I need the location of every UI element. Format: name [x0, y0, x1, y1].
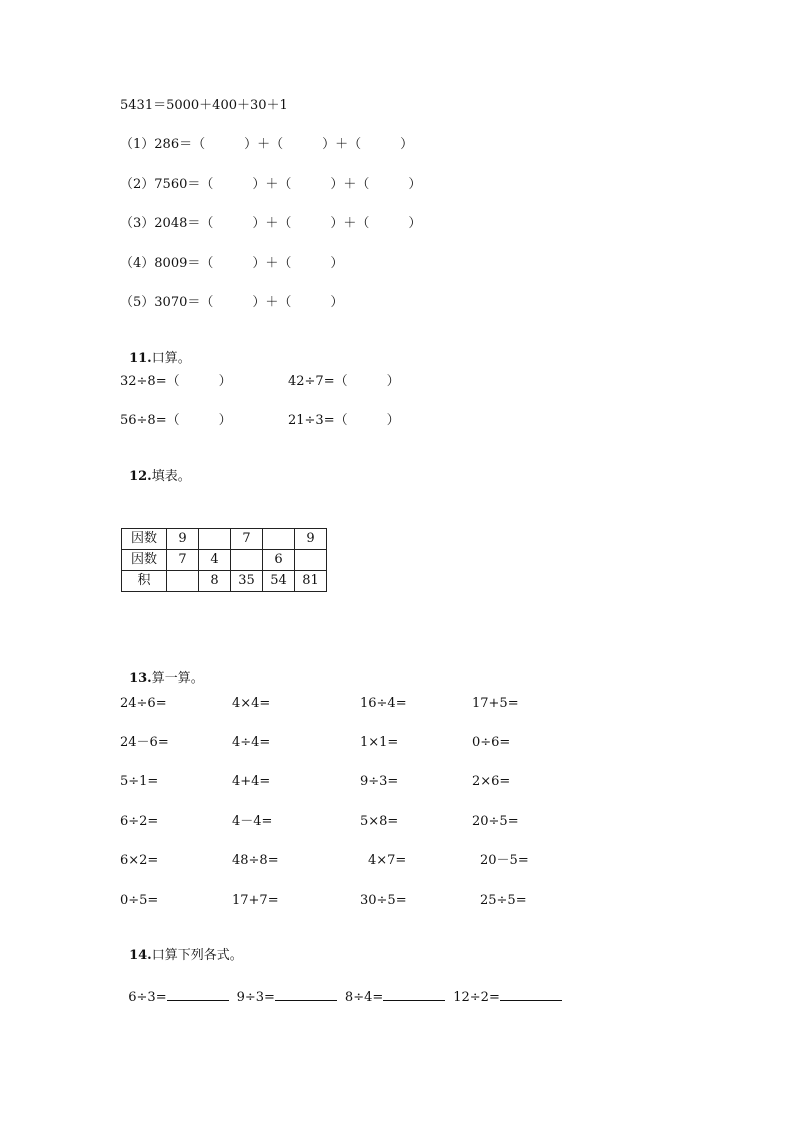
- answer-blank[interactable]: [383, 988, 445, 1001]
- q12-title: 填表。: [151, 469, 191, 484]
- table-cell[interactable]: [199, 529, 231, 550]
- decompose-item-3: （3）2048＝（ ）＋（ ）＋（ ）: [120, 216, 422, 231]
- table-row: [122, 529, 327, 550]
- table-cell: 因数: [122, 550, 167, 571]
- q13-item: 16÷4=: [360, 696, 407, 711]
- answer-blank[interactable]: [275, 988, 337, 1001]
- q13-item: 4+4=: [232, 774, 271, 789]
- q13-item: 17+7=: [232, 893, 279, 908]
- q13-item: 0÷5=: [120, 893, 159, 908]
- q13-item: 6÷2=: [120, 814, 159, 829]
- q13-item: 30÷5=: [360, 893, 407, 908]
- table-row: [122, 550, 327, 571]
- q14-item: 12÷2=: [453, 990, 500, 1005]
- q13-item: 24÷6=: [120, 696, 167, 711]
- q14-heading: [120, 932, 243, 964]
- decompose-item-4: （4）8009＝（ ）＋（ ）: [120, 256, 344, 271]
- q14-item: 8÷4=: [344, 990, 384, 1005]
- q13-item: 9÷3=: [360, 774, 399, 789]
- q13-item: 4×4=: [232, 696, 271, 711]
- q13-heading: [120, 655, 204, 687]
- q13-item: 6×2=: [120, 853, 159, 868]
- answer-blank[interactable]: [167, 988, 229, 1001]
- table-cell[interactable]: 9: [295, 529, 327, 550]
- q13-item: 1×1=: [360, 735, 399, 750]
- q13-item: 2×6=: [472, 774, 511, 789]
- factor-product-table: [121, 528, 327, 592]
- q12-number: 12.: [129, 469, 152, 484]
- q13-item: 4－4=: [232, 814, 273, 829]
- q13-item: 25÷5=: [480, 893, 527, 908]
- table-cell[interactable]: 6: [263, 550, 295, 571]
- q14-answer-line: [120, 972, 570, 1006]
- table-cell[interactable]: 4: [199, 550, 231, 571]
- decompose-item-5: （5）3070＝（ ）＋（ ）: [120, 295, 344, 310]
- table-cell: 因数: [122, 529, 167, 550]
- q13-item: 20÷5=: [472, 814, 519, 829]
- q11-item: 21÷3=（ ）: [288, 413, 400, 428]
- table-cell: 积: [122, 571, 167, 592]
- q13-item: 4÷4=: [232, 735, 271, 750]
- q11-item: 56÷8=（ ）: [120, 413, 232, 428]
- table-cell[interactable]: 81: [295, 571, 327, 592]
- table-cell[interactable]: 54: [263, 571, 295, 592]
- table-cell[interactable]: 7: [167, 550, 199, 571]
- table-cell[interactable]: [263, 529, 295, 550]
- table-cell[interactable]: [231, 550, 263, 571]
- table-cell[interactable]: 9: [167, 529, 199, 550]
- q11-heading: [120, 335, 191, 367]
- q11-title: 口算。: [151, 351, 191, 366]
- q13-item: 4×7=: [368, 853, 407, 868]
- q13-item: 17+5=: [472, 696, 519, 711]
- example-equation: 5431＝5000＋400＋30＋1: [120, 98, 288, 113]
- table-cell[interactable]: 8: [199, 571, 231, 592]
- table-cell[interactable]: 7: [231, 529, 263, 550]
- table-cell[interactable]: 35: [231, 571, 263, 592]
- q13-item: 48÷8=: [232, 853, 279, 868]
- table-cell[interactable]: [295, 550, 327, 571]
- decompose-item-2: （2）7560＝（ ）＋（ ）＋（ ）: [120, 177, 422, 192]
- q13-item: 20－5=: [480, 853, 529, 868]
- q13-item: 5×8=: [360, 814, 399, 829]
- decompose-item-1: （1）286＝（ ）＋（ ）＋（ ）: [120, 137, 414, 152]
- q11-item: 42÷7=（ ）: [288, 374, 400, 389]
- q13-number: 13.: [129, 671, 152, 686]
- q13-title: 算一算。: [151, 671, 204, 686]
- q13-item: 5÷1=: [120, 774, 159, 789]
- table-cell[interactable]: [167, 571, 199, 592]
- q11-number: 11.: [129, 351, 152, 366]
- q13-item: 0÷6=: [472, 735, 511, 750]
- table-row: [122, 571, 327, 592]
- q14-number: 14.: [129, 948, 152, 963]
- q12-heading: [120, 453, 191, 485]
- q13-item: 24－6=: [120, 735, 169, 750]
- q14-item: 6÷3=: [128, 990, 167, 1005]
- q11-item: 32÷8=（ ）: [120, 374, 232, 389]
- q14-item: 9÷3=: [236, 990, 275, 1005]
- q14-title: 口算下列各式。: [151, 948, 243, 963]
- answer-blank[interactable]: [500, 988, 562, 1001]
